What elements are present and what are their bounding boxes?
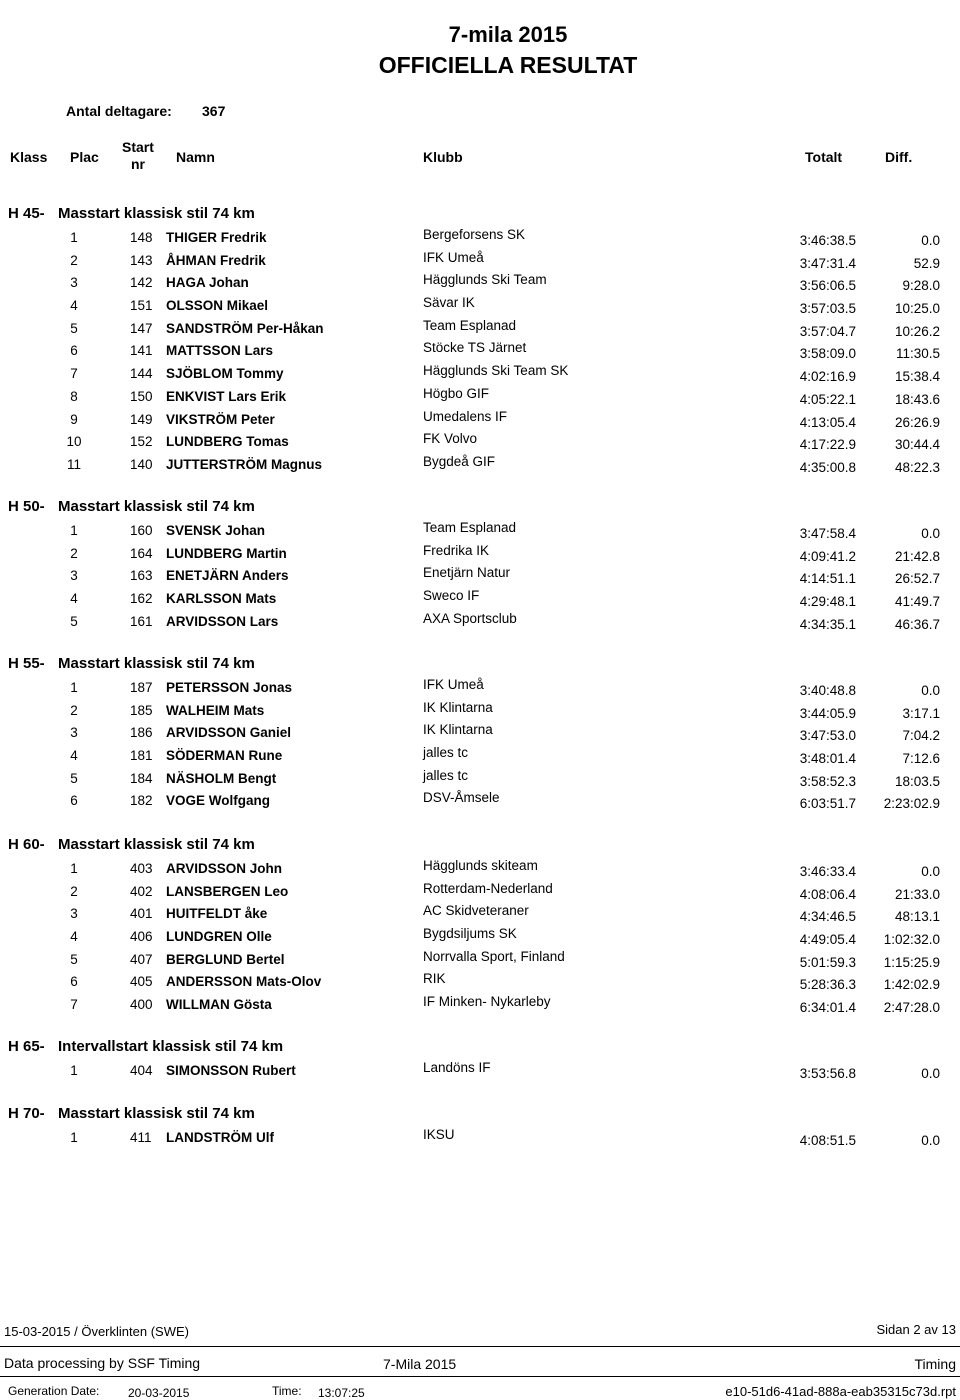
start-number-cell: 150 (130, 388, 153, 404)
diff-cell: 1:02:32.0 (883, 932, 940, 948)
name-cell: ARVIDSSON John (166, 861, 283, 876)
table-row (0, 588, 960, 611)
place-cell: 5 (70, 613, 78, 629)
table-row (0, 881, 960, 904)
diff-cell: 48:22.3 (894, 459, 940, 475)
diff-cell: 21:33.0 (894, 886, 940, 902)
footer-date-place: 15-03-2015 / Överklinten (SWE) (4, 1324, 189, 1339)
total-time-cell: 4:08:06.4 (799, 886, 856, 902)
table-row (0, 790, 960, 813)
place-cell: 11 (66, 456, 81, 472)
section-race: Masstart klassisk stil 74 km (58, 655, 255, 672)
club-cell: Team Esplanad (423, 317, 517, 333)
start-number-cell: 161 (130, 613, 153, 629)
name-cell: LUNDGREN Olle (166, 929, 272, 945)
diff-cell: 52.9 (913, 255, 940, 271)
column-header-namn: Namn (176, 149, 215, 165)
name-cell: ARVIDSSON Lars (166, 613, 279, 629)
place-cell: 1 (70, 230, 78, 245)
place-cell: 10 (66, 434, 82, 450)
diff-cell: 10:26.2 (894, 323, 940, 339)
column-header-start (122, 139, 154, 173)
club-cell: jalles tc (423, 745, 469, 761)
participants-count: 367 (202, 103, 226, 119)
name-cell: LUNDBERG Martin (166, 545, 287, 561)
name-cell: SIMONSSON Rubert (166, 1063, 296, 1078)
place-cell: 3 (70, 906, 78, 922)
place-cell: 6 (70, 343, 78, 359)
name-cell: VOGE Wolfgang (166, 793, 270, 809)
place-cell: 1 (70, 1063, 78, 1078)
place-cell: 5 (70, 770, 78, 786)
club-cell: IKSU (423, 1127, 455, 1142)
start-number-cell: 149 (130, 411, 153, 427)
table-row (0, 971, 960, 994)
report-title: 7-mila 2015 (448, 22, 568, 47)
diff-cell: 26:52.7 (894, 571, 940, 587)
section-title (0, 496, 960, 520)
result-section (0, 496, 960, 633)
start-number-cell: 400 (130, 997, 153, 1013)
place-cell: 2 (70, 702, 78, 718)
club-cell: IFK Umeå (423, 249, 484, 265)
diff-cell: 30:44.4 (894, 437, 940, 453)
name-cell: JUTTERSTRÖM Magnus (166, 456, 323, 472)
column-header-totalt: Totalt (805, 149, 843, 165)
total-time-cell: 3:46:38.5 (799, 233, 856, 248)
result-section (0, 1103, 960, 1150)
start-number-cell: 187 (130, 680, 153, 695)
name-cell: HUITFELDT åke (166, 906, 268, 922)
place-cell: 4 (70, 929, 78, 945)
table-row (0, 611, 960, 634)
diff-cell: 0.0 (921, 526, 940, 541)
table-row (0, 543, 960, 566)
footer-time: 13:07:25 (318, 1386, 365, 1400)
name-cell: ANDERSSON Mats-Olov (166, 974, 322, 990)
diff-cell: 0.0 (921, 1066, 940, 1081)
result-section (0, 203, 960, 477)
start-number-cell: 405 (130, 974, 153, 990)
participants-info (66, 103, 226, 119)
table-row (0, 409, 960, 432)
total-time-cell: 5:28:36.3 (799, 977, 856, 993)
place-cell: 5 (70, 951, 78, 967)
name-cell: VIKSTRÖM Peter (166, 411, 275, 427)
place-cell: 1 (70, 861, 78, 876)
total-time-cell: 4:34:46.5 (799, 909, 856, 925)
start-number-cell: 162 (130, 591, 153, 607)
total-time-cell: 3:47:58.4 (799, 526, 856, 541)
start-number-cell: 407 (130, 951, 153, 967)
start-number-cell: 163 (130, 568, 153, 584)
participants-label: Antal deltagare: (66, 103, 172, 119)
result-section (0, 834, 960, 1017)
start-number-cell: 411 (130, 1130, 152, 1145)
place-cell: 3 (70, 275, 78, 291)
section-title (0, 1103, 960, 1127)
total-time-cell: 4:29:48.1 (799, 594, 856, 610)
club-cell: Rotterdam-Nederland (423, 880, 553, 896)
club-cell: jalles tc (423, 767, 469, 783)
column-header-klubb: Klubb (423, 149, 463, 165)
name-cell: ENETJÄRN Anders (166, 568, 289, 584)
name-cell: WILLMAN Gösta (166, 997, 272, 1013)
total-time-cell: 3:48:01.4 (799, 751, 856, 767)
section-class: H 55- (8, 655, 45, 672)
result-section (0, 653, 960, 813)
start-number-cell: 185 (130, 702, 153, 718)
club-cell: FK Volvo (423, 431, 478, 447)
table-row (0, 768, 960, 791)
section-race: Masstart klassisk stil 74 km (58, 205, 255, 222)
table-row (0, 250, 960, 273)
total-time-cell: 6:03:51.7 (799, 796, 856, 812)
place-cell: 3 (70, 568, 78, 584)
name-cell: KARLSSON Mats (166, 591, 277, 607)
name-cell: LANSBERGEN Leo (166, 883, 289, 899)
table-row (0, 227, 960, 250)
table-row (0, 295, 960, 318)
place-cell: 7 (70, 366, 78, 382)
total-time-cell: 3:58:09.0 (799, 346, 856, 362)
diff-cell: 18:03.5 (894, 773, 940, 789)
start-number-cell: 184 (130, 770, 153, 786)
total-time-cell: 3:47:31.4 (799, 255, 856, 271)
place-cell: 4 (70, 298, 78, 314)
table-row (0, 994, 960, 1017)
name-cell: SJÖBLOM Tommy (166, 366, 284, 382)
name-cell: ÅHMAN Fredrik (166, 252, 266, 268)
start-number-cell: 141 (130, 343, 153, 359)
table-row (0, 858, 960, 881)
club-cell: IK Klintarna (423, 722, 493, 738)
diff-cell: 41:49.7 (894, 594, 940, 610)
name-cell: WALHEIM Mats (166, 702, 265, 718)
total-time-cell: 4:14:51.1 (799, 571, 856, 587)
club-cell: Sävar IK (423, 295, 475, 311)
table-row (0, 363, 960, 386)
place-cell: 4 (70, 748, 78, 764)
diff-cell: 0.0 (921, 683, 940, 698)
name-cell: SANDSTRÖM Per-Håkan (166, 320, 324, 336)
footer-file-id: e10-51d6-41ad-888a-eab35315c73d.rpt (725, 1384, 956, 1399)
section-race: Masstart klassisk stil 74 km (58, 1105, 255, 1122)
section-class: H 60- (8, 836, 45, 853)
result-section (0, 1036, 960, 1083)
start-number-cell: 143 (130, 252, 153, 268)
section-race: Intervallstart klassisk stil 74 km (58, 1038, 284, 1055)
table-row (0, 745, 960, 768)
start-number-cell: 402 (130, 883, 153, 899)
footer-divider (0, 1346, 960, 1347)
table-row (0, 565, 960, 588)
place-cell: 1 (70, 523, 78, 538)
club-cell: AC Skidveteraner (423, 903, 529, 919)
diff-cell: 0.0 (921, 233, 940, 248)
name-cell: NÄSHOLM Bengt (166, 770, 277, 786)
section-class: H 65- (8, 1038, 45, 1055)
section-title (0, 203, 960, 227)
start-number-cell: 164 (130, 545, 153, 561)
total-time-cell: 3:44:05.9 (799, 705, 856, 721)
footer-processing: Data processing by SSF Timing (4, 1355, 201, 1371)
section-title (0, 653, 960, 677)
start-number-cell: 152 (130, 434, 153, 450)
club-cell: Norrvalla Sport, Finland (423, 948, 565, 964)
start-number-cell: 148 (130, 230, 153, 245)
section-title (0, 1036, 960, 1060)
diff-cell: 7:04.2 (902, 728, 940, 744)
total-time-cell: 4:13:05.4 (799, 414, 856, 430)
total-time-cell: 3:46:33.4 (799, 864, 856, 879)
start-number-cell: 140 (130, 456, 153, 472)
diff-cell: 26:26.9 (894, 414, 940, 430)
place-cell: 5 (70, 320, 78, 336)
diff-cell: 48:13.1 (894, 909, 940, 925)
column-header-plac: Plac (70, 149, 99, 165)
name-cell: SÖDERMAN Rune (166, 748, 283, 764)
club-cell: IF Minken- Nykarleby (423, 994, 551, 1010)
place-cell: 2 (70, 545, 78, 561)
total-time-cell: 3:56:06.5 (799, 278, 856, 294)
club-cell: AXA Sportsclub (423, 610, 517, 626)
footer-generation-label: Generation Date: (8, 1384, 100, 1398)
total-time-cell: 5:01:59.3 (799, 954, 856, 970)
club-cell: Enetjärn Natur (423, 565, 511, 581)
table-row (0, 722, 960, 745)
start-number-cell: 186 (130, 725, 153, 741)
name-cell: PETERSSON Jonas (166, 680, 293, 695)
total-time-cell: 6:34:01.4 (799, 1000, 856, 1016)
diff-cell: 7:12.6 (902, 751, 940, 767)
diff-cell: 9:28.0 (902, 278, 940, 294)
start-number-cell: 181 (130, 748, 153, 764)
start-number-cell: 403 (130, 861, 153, 876)
total-time-cell: 4:05:22.1 (799, 391, 856, 407)
place-cell: 9 (70, 411, 78, 427)
table-row (0, 340, 960, 363)
club-cell: DSV-Åmsele (423, 790, 500, 806)
place-cell: 3 (70, 725, 78, 741)
start-number-cell: 144 (130, 366, 153, 382)
section-class: H 50- (8, 498, 45, 515)
total-time-cell: 3:40:48.8 (799, 683, 856, 698)
footer-time-label: Time: (272, 1384, 302, 1398)
total-time-cell: 4:49:05.4 (799, 932, 856, 948)
table-row (0, 926, 960, 949)
name-cell: LANDSTRÖM Ulf (166, 1130, 274, 1145)
diff-cell: 11:30.5 (895, 346, 940, 362)
diff-cell: 46:36.7 (894, 616, 940, 632)
total-time-cell: 3:57:03.5 (799, 301, 856, 317)
club-cell: Hägglunds Ski Team SK (423, 363, 569, 379)
club-cell: Stöcke TS Järnet (423, 340, 527, 356)
place-cell: 2 (70, 252, 78, 268)
start-number-cell: 147 (130, 320, 153, 336)
start-number-cell: 151 (130, 298, 153, 314)
footer-generation-date: 20-03-2015 (128, 1386, 190, 1400)
total-time-cell: 4:35:00.8 (799, 459, 856, 475)
start-number-cell: 160 (130, 523, 153, 538)
club-cell: Team Esplanad (423, 520, 517, 535)
club-cell: Högbo GIF (423, 385, 490, 401)
table-row (0, 903, 960, 926)
table-row (0, 1127, 960, 1150)
table-row (0, 1060, 960, 1083)
total-time-cell: 3:47:53.0 (799, 728, 856, 744)
start-number-cell: 404 (130, 1063, 153, 1078)
club-cell: Bygdsiljums SK (423, 926, 517, 942)
column-header-klass: Klass (10, 149, 48, 165)
footer-timing: Timing (914, 1356, 956, 1372)
club-cell: Bergeforsens SK (423, 227, 526, 242)
total-time-cell: 4:34:35.1 (799, 616, 856, 632)
place-cell: 4 (70, 591, 78, 607)
table-row (0, 318, 960, 341)
club-cell: Fredrika IK (423, 542, 490, 558)
start-number-cell: 401 (130, 906, 153, 922)
section-class: H 70- (8, 1105, 45, 1122)
table-row (0, 454, 960, 477)
total-time-cell: 3:53:56.8 (799, 1066, 856, 1081)
name-cell: ARVIDSSON Ganiel (166, 725, 292, 741)
diff-cell: 2:47:28.0 (883, 1000, 940, 1016)
column-header-diff: Diff. (885, 149, 913, 165)
start-number-cell: 142 (130, 275, 153, 291)
name-cell: MATTSSON Lars (166, 343, 274, 359)
name-cell: LUNDBERG Tomas (166, 434, 289, 450)
diff-cell: 3:17.1 (902, 705, 940, 721)
diff-cell: 10:25.0 (894, 301, 940, 317)
table-row (0, 949, 960, 972)
column-header-start-line1: Start (122, 139, 154, 155)
name-cell: SVENSK Johan (166, 523, 266, 538)
footer-page-number: Sidan 2 av 13 (876, 1322, 956, 1337)
place-cell: 8 (70, 388, 78, 404)
section-class: H 45- (8, 205, 45, 222)
place-cell: 7 (70, 997, 78, 1013)
club-cell: Hägglunds skiteam (423, 858, 538, 873)
name-cell: OLSSON Mikael (166, 298, 269, 314)
club-cell: IK Klintarna (423, 699, 493, 715)
section-race: Masstart klassisk stil 74 km (58, 498, 255, 515)
diff-cell: 2:23:02.9 (883, 796, 940, 812)
name-cell: THIGER Fredrik (166, 230, 267, 245)
total-time-cell: 4:08:51.5 (799, 1133, 856, 1148)
diff-cell: 0.0 (921, 1133, 940, 1148)
diff-cell: 18:43.6 (894, 391, 940, 407)
section-race: Masstart klassisk stil 74 km (58, 836, 255, 853)
total-time-cell: 4:09:41.2 (799, 548, 856, 564)
footer-divider-2 (0, 1376, 960, 1377)
club-cell: Hägglunds Ski Team (423, 272, 547, 288)
club-cell: Umedalens IF (423, 408, 508, 424)
diff-cell: 1:15:25.9 (883, 954, 940, 970)
place-cell: 1 (70, 680, 78, 695)
footer-event: 7-Mila 2015 (383, 1356, 457, 1372)
report-subtitle: OFFICIELLA RESULTAT (378, 52, 638, 78)
start-number-cell: 406 (130, 929, 153, 945)
diff-cell: 15:38.4 (894, 369, 940, 385)
total-time-cell: 4:02:16.9 (799, 369, 856, 385)
diff-cell: 1:42:02.9 (883, 977, 940, 993)
table-row (0, 272, 960, 295)
name-cell: HAGA Johan (166, 275, 249, 291)
club-cell: Landöns IF (423, 1060, 491, 1075)
table-row (0, 677, 960, 700)
total-time-cell: 3:58:52.3 (799, 773, 856, 789)
club-cell: Sweco IF (423, 588, 480, 604)
name-cell: BERGLUND Bertel (166, 951, 285, 967)
section-title (0, 834, 960, 858)
column-header-start-line2: nr (130, 156, 145, 172)
total-time-cell: 3:57:04.7 (799, 323, 856, 339)
total-time-cell: 4:17:22.9 (799, 437, 856, 453)
club-cell: RIK (423, 971, 446, 987)
club-cell: IFK Umeå (423, 677, 484, 692)
diff-cell: 0.0 (921, 864, 940, 879)
club-cell: Bygdeå GIF (423, 453, 496, 469)
table-row (0, 700, 960, 723)
table-row (0, 386, 960, 409)
start-number-cell: 182 (130, 793, 153, 809)
diff-cell: 21:42.8 (894, 548, 940, 564)
place-cell: 6 (70, 793, 78, 809)
place-cell: 2 (70, 883, 78, 899)
place-cell: 6 (70, 974, 78, 990)
name-cell: ENKVIST Lars Erik (166, 388, 287, 404)
place-cell: 1 (70, 1130, 78, 1145)
table-row (0, 520, 960, 543)
table-row (0, 431, 960, 454)
